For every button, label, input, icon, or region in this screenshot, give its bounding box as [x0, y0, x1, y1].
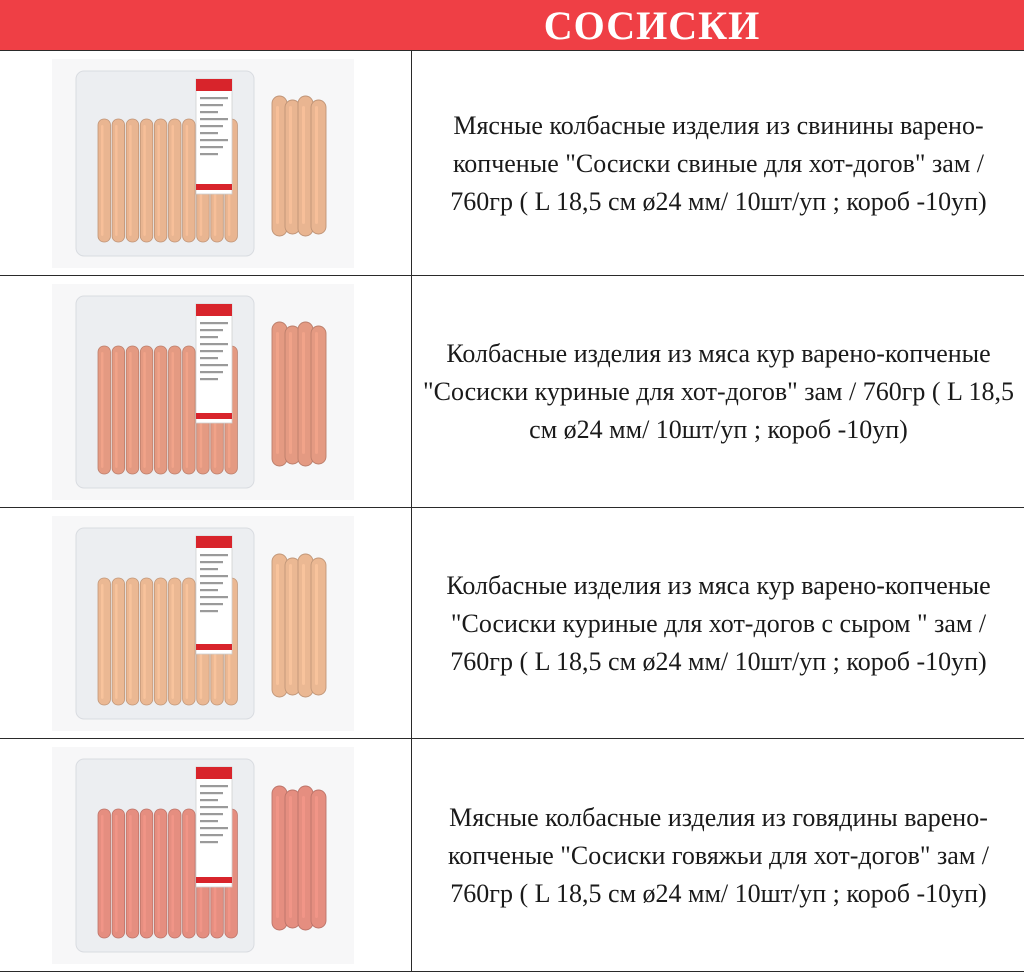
product-description: Колбасные изделия из мяса кур варено-копченые "Сосиски куриные для хот-догов" зам / 760гр ( L 18,5 см ø24 мм/ 10шт/уп ; короб -10уп) — [423, 339, 1014, 444]
product-description: Колбасные изделия из мяса кур варено-копченые "Сосиски куриные для хот-догов с сыром " зам / 760гр ( L 18,5 см ø24 мм/ 10шт/уп ; короб -10уп) — [446, 570, 991, 676]
header-banner — [0, 0, 1024, 50]
product-image-cell — [0, 508, 412, 739]
product-image-cell — [0, 739, 412, 972]
product-table — [0, 50, 1024, 974]
sausage-pack-chicken-icon — [0, 276, 411, 508]
page-title: СОСИСКИ — [543, 3, 761, 48]
product-image-cell — [0, 276, 412, 508]
product-description-cell — [413, 739, 1024, 972]
product-description: Мясные колбасные изделия из свинины варено-копченые "Сосиски свиные для хот-догов" зам / 760гр ( L 18,5 см ø24 мм/ 10шт/уп ; короб -10уп) — [450, 110, 987, 216]
sausage-pack-beef-icon — [0, 739, 411, 972]
product-row — [0, 507, 1024, 739]
sausage-pack-chicken-cheese-icon — [0, 508, 411, 739]
product-description: Мясные колбасные изделия из говядины варено-копченые "Сосиски говяжьи для хот-догов" зам / 760гр ( L 18,5 см ø24 мм/ 10шт/уп ; короб -10уп) — [447, 802, 990, 908]
product-row — [0, 738, 1024, 972]
product-description-cell — [413, 51, 1024, 276]
product-description-cell — [413, 508, 1024, 739]
sausage-pack-pork-icon — [0, 51, 411, 276]
table-bottom-border — [0, 971, 1024, 972]
product-description-cell — [413, 276, 1024, 508]
product-row — [0, 50, 1024, 276]
product-image-cell — [0, 51, 412, 276]
product-row — [0, 275, 1024, 508]
